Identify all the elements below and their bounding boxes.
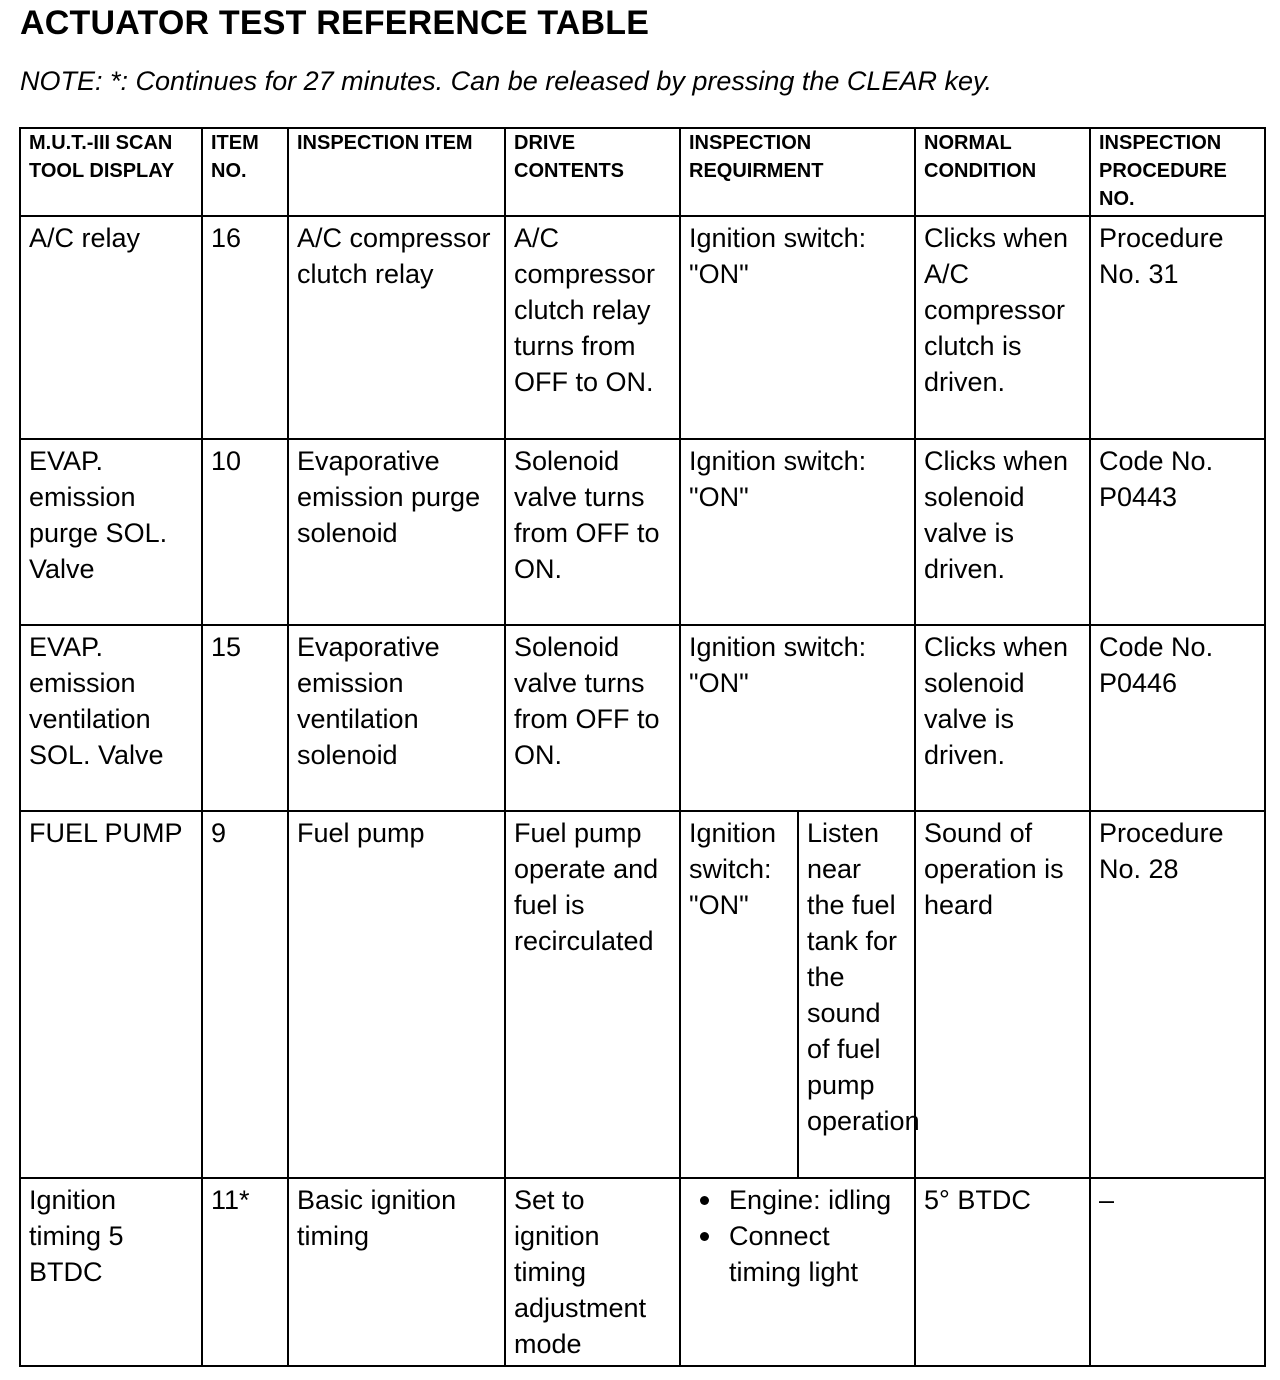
- cell-requirement: Ignition switch: "ON": [680, 625, 915, 811]
- header-normal-condition: NORMAL CONDITION: [915, 128, 1090, 216]
- cell-drive-contents: Fuel pump operate and fuel is recirculated: [505, 811, 680, 1178]
- cell-drive-contents: Solenoid valve turns from OFF to ON.: [505, 625, 680, 811]
- cell-inspection-item: Basic ignition timing: [288, 1178, 505, 1366]
- cell-drive-contents: Set to ignition timing adjustment mode: [505, 1178, 680, 1366]
- cell-item-no: 16: [202, 216, 288, 439]
- cell-procedure-no: –: [1090, 1178, 1265, 1366]
- cell-procedure-no: Procedure No. 31: [1090, 216, 1265, 439]
- cell-procedure-no: Procedure No. 28: [1090, 811, 1265, 1178]
- header-display: M.U.T.-III SCAN TOOL DISPLAY: [20, 128, 202, 216]
- cell-requirement-condition: Ignition switch: "ON": [680, 811, 798, 1178]
- header-procedure-no: INSPECTION PROCEDURE NO.: [1090, 128, 1265, 216]
- cell-display: FUEL PUMP: [20, 811, 202, 1178]
- cell-inspection-item: Evaporative emission purge solenoid: [288, 439, 505, 625]
- cell-item-no: 11*: [202, 1178, 288, 1366]
- cell-display: A/C relay: [20, 216, 202, 439]
- cell-inspection-item: Evaporative emission ventilation solenoid: [288, 625, 505, 811]
- table-row: [20, 216, 1265, 439]
- table-row: [20, 625, 1265, 811]
- note-text: NOTE: *: Continues for 27 minutes. Can be released by pressing the CLEAR key.: [20, 66, 992, 96]
- header-inspection-item: INSPECTION ITEM: [288, 128, 505, 216]
- header-item-no: ITEM NO.: [202, 128, 288, 216]
- cell-requirement: Ignition switch: "ON": [680, 216, 915, 439]
- cell-normal-condition: Sound of operation is heard: [915, 811, 1090, 1178]
- cell-display: EVAP. emission purge SOL. Valve: [20, 439, 202, 625]
- list-item: Connect timing light: [729, 1218, 906, 1290]
- actuator-test-table: [19, 127, 1266, 1367]
- cell-inspection-item: A/C compressor clutch relay: [288, 216, 505, 439]
- table-header-row: [20, 128, 1265, 216]
- cell-display: Ignition timing 5 BTDC: [20, 1178, 202, 1366]
- cell-procedure-no: Code No. P0443: [1090, 439, 1265, 625]
- table-row: [20, 1178, 1265, 1366]
- cell-requirement-detail: Listen near the fuel tank for the sound of fuel pump operation: [798, 811, 915, 1178]
- page-title: ACTUATOR TEST REFERENCE TABLE: [20, 4, 650, 42]
- cell-requirement: [680, 1178, 915, 1366]
- cell-item-no: 10: [202, 439, 288, 625]
- cell-normal-condition: Clicks when solenoid valve is driven.: [915, 625, 1090, 811]
- cell-drive-contents: A/C compressor clutch relay turns from OFF to ON.: [505, 216, 680, 439]
- table-row: [20, 439, 1265, 625]
- cell-procedure-no: Code No. P0446: [1090, 625, 1265, 811]
- header-requirement: INSPECTION REQUIRMENT: [680, 128, 915, 216]
- header-drive-contents: DRIVE CONTENTS: [505, 128, 680, 216]
- list-item: Engine: idling: [729, 1182, 906, 1218]
- cell-item-no: 15: [202, 625, 288, 811]
- cell-requirement: Ignition switch: "ON": [680, 439, 915, 625]
- cell-normal-condition: 5° BTDC: [915, 1178, 1090, 1366]
- cell-normal-condition: Clicks when A/C compressor clutch is driven.: [915, 216, 1090, 439]
- table-row: [20, 811, 1265, 1178]
- cell-inspection-item: Fuel pump: [288, 811, 505, 1178]
- cell-drive-contents: Solenoid valve turns from OFF to ON.: [505, 439, 680, 625]
- cell-display: EVAP. emission ventilation SOL. Valve: [20, 625, 202, 811]
- cell-normal-condition: Clicks when solenoid valve is driven.: [915, 439, 1090, 625]
- cell-item-no: 9: [202, 811, 288, 1178]
- requirement-list: [689, 1182, 906, 1290]
